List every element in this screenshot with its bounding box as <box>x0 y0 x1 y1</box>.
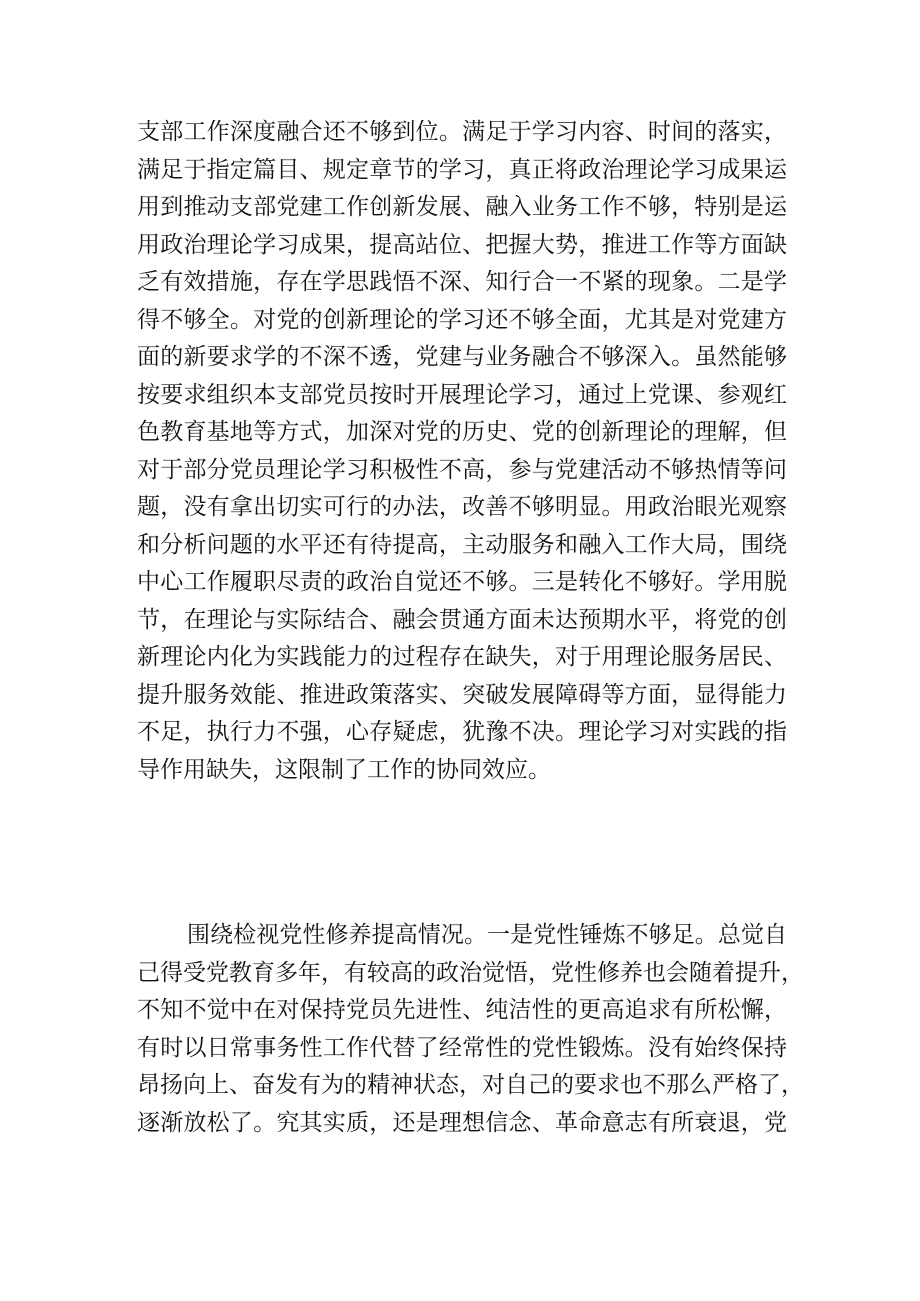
text-line: 提升服务效能、推进政策落实、突破发展障碍等方面，显得能力 <box>137 681 787 708</box>
text-line: 题，没有拿出切实可行的办法，改善不够明显。用政治眼光观察 <box>137 494 787 520</box>
text-line: 对于部分党员理论学习积极性不高，参与党建活动不够热情等问 <box>137 456 787 483</box>
text-line: 用到推动支部党建工作创新发展、融入业务工作不够，特别是运 <box>137 194 787 220</box>
text-line: 色教育基地等方式，加深对党的历史、党的创新理论的理解，但 <box>137 419 787 445</box>
text-line: 己得受党教育多年，有较高的政治觉悟，党性修养也会随着提升， <box>137 959 804 986</box>
text-line-last: 导作用缺失，这限制了工作的协同效应。 <box>137 756 551 783</box>
text-line-first: 围绕检视党性修养提高情况。一是党性锤炼不够足。总觉自 <box>187 922 787 948</box>
text-line: 乏有效措施，存在学思践悟不深、知行合一不紧的现象。二是学 <box>137 269 787 295</box>
text-line: 逐渐放松了。究其实质，还是理想信念、革命意志有所衰退，党 <box>137 1109 787 1136</box>
text-line: 得不够全。对党的创新理论的学习还不够全面，尤其是对党建方 <box>137 306 787 333</box>
text-line: 支部工作深度融合还不够到位。满足于学习内容、时间的落实， <box>137 119 787 145</box>
text-line: 用政治理论学习成果，提高站位、把握大势，推进工作等方面缺 <box>137 231 787 258</box>
paragraph-party-spirit <box>137 917 804 1142</box>
text-line: 面的新要求学的不深不透，党建与业务融合不够深入。虽然能够 <box>137 344 787 370</box>
text-line: 满足于指定篇目、规定章节的学习，真正将政治理论学习成果运 <box>137 156 787 183</box>
text-line: 节，在理论与实际结合、融会贯通方面未达预期水平，将党的创 <box>137 606 787 633</box>
text-line: 和分析问题的水平还有待提高，主动服务和融入工作大局，围绕 <box>137 531 787 558</box>
text-line: 昂扬向上、奋发有为的精神状态，对自己的要求也不那么严格了， <box>137 1072 804 1098</box>
text-line: 中心工作履职尽责的政治自觉还不够。三是转化不够好。学用脱 <box>137 569 787 595</box>
text-line: 不知不觉中在对保持党员先进性、纯洁性的更高追求有所松懈， <box>137 997 787 1023</box>
text-line: 按要求组织本支部党员按时开展理论学习，通过上党课、参观红 <box>137 381 787 408</box>
text-line: 有时以日常事务性工作代替了经常性的党性锻炼。没有始终保持 <box>137 1034 787 1061</box>
text-line: 新理论内化为实践能力的过程存在缺失，对于用理论服务居民、 <box>137 644 787 670</box>
text-line: 不足，执行力不强，心存疑虑，犹豫不决。理论学习对实践的指 <box>137 719 787 745</box>
paragraph-study-integration <box>137 114 787 789</box>
